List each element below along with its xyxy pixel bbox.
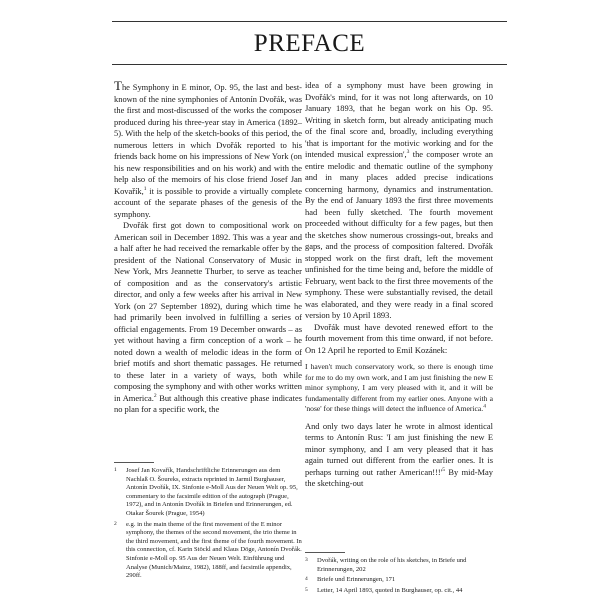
quote-text: I haven't much conservatory work, so there is enough time for me to do my own work, and I am just finishing the new E minor symphony, I am very pleased with it, and it will be fundamentally different from my earlier ones. Anyone with a 'nose' for these things will detect the influence of America. [305,362,493,413]
right-column [305,80,493,490]
paragraph-text: he Symphony in E minor, Op. 95, the last and best-known of the nine symphonies of Antonín Dvořák, was the first and most-discussed of the works the composer produced during his three-year stay in America (1892–5). With the help of the sketch-books of this period, the numerous letters in which Dvořák reported to his friends back home on his impressions of New York (on his new responsibilities and on his work) and with the help also of the memoirs of his close friend Josef Jan Kovařík, [114,82,302,196]
footnote-ref[interactable]: 5 [442,466,446,473]
title-rule [112,64,507,65]
footnote-number: 3 [305,557,308,563]
drop-cap: T [114,78,122,93]
footnote-text: Briefe und Erinnerungen, 171 [317,576,396,584]
footnote [305,557,493,574]
page-title: PREFACE [253,30,366,57]
footnote-separator [305,552,345,553]
footnote-number: 4 [305,576,308,583]
paragraph [305,421,493,490]
paragraph-text: it is possible to provide a virtually complete account of the separate phases of the genesis of the symphony. [114,185,302,219]
paragraph-text: Dvořák first got down to compositional work on American soil in December 1892. This was a year and a half after he had received the remarkable offer by the president of the National Conservatory of Music in New York, Mrs Jeannette Thurber, to serve as teacher of composition and as the conservatory's artistic director, and only a few weeks after his arrival in New York (on 27 September 1892), during which time he had primarily been involved in fulfilling a series of official engagements. From 19 December onwards – as yet without having a firm conception of a work – he noted down a wealth of melodic ideas in the form of brief motifs and short thematic passages. He returned to these later in a variety of ways, both while composing the symphony and with other works written in America. [114,220,302,403]
paragraph-text: But although this creative phase indicates no plan for a specific work, the [114,392,302,414]
footnote-text: Letter, 14 April 1893, quoted in Burghauser, op. cit., 44 [317,586,463,594]
footnote-ref[interactable]: 3 [406,149,410,156]
footnote-text: Josef Jan Kovařík, Handschriftliche Erinnerungen aus dem Nachlaß O. Šoureks, extracts reprinted in Jarmil Burghauser, Antonín Dvořák, IX. Sinfonie e-Moll Aus der Neuen Welt op. 95, commentary to the facsimile edition of the autograph (Prague, 1972), and in Antonín Dvořák in Briefen und Erinnerungen, ed. Otakar Šourek (Prague, 1954) [126,467,298,517]
paragraph-text: By mid-May the sketching-out [305,466,493,488]
left-column [114,80,302,416]
footnote-ref[interactable]: 4 [483,403,486,410]
paragraph: Dvořák must have devoted renewed effort to the fourth movement from this time onward, if not before. On 12 April he reported to Emil Kozánek: [305,321,493,355]
paragraph-text: the composer wrote an entire melodic and thematic outline of the symphony and in many places added precise indications concerning harmony, dynamics and instrumentation. By the end of January 1893 the first three movements had been fully sketched. The fourth movement proceeded without difficulty for a few pages, but then the sketches show numerous crossings-out, breaks and gaps, and the process of composition faltered. Dvořák stopped work on the first draft, left the movement unfinished for the time being and, before the middle of February, went back to the first three movements of the symphony. These were substantially revised, the detail was elaborated, and they were ready in a final scored version by 10 April 1893. [305,149,493,320]
footnote-separator [114,462,154,463]
top-rule [112,21,507,22]
paragraph-text: idea of a symphony must have been growing in Dvořák's mind, for it was not long afterwards, on 10 January 1893, that he began work on his Op. 95. Writing in sketch form, but already anticipating much of the final score and, broadly, including everything 'that is important for the motivic working and for the intended musical expression', [305,80,493,159]
paragraph-text: And only two days later he wrote in almost identical terms to Antonín Rus: 'I am just finishing the new E minor symphony, and I am very pleased that it has again turned out different from the earlier ones. It is perhaps turning out rather American!!!' [305,420,493,477]
block-quote [305,362,493,415]
footnotes-right [305,552,493,597]
footnote-ref[interactable]: 2 [153,392,157,399]
footnote [305,576,493,585]
footnote-text: Dvořák, writing on the role of his sketches, in Briefe und Erinnerungen, 202 [317,557,467,573]
footnote-number: 1 [114,467,117,473]
paragraph [114,80,302,220]
footnote [114,521,302,581]
footnote [114,467,302,519]
footnote-ref[interactable]: 1 [143,185,147,192]
footnote [305,587,493,596]
footnotes-left [114,462,302,583]
footnote-number: 2 [114,520,117,527]
paragraph [114,220,302,416]
paragraph [305,80,493,322]
footnote-text: e.g. in the main theme of the first movement of the E minor symphony, the themes of the second movement, the trio theme in the third movement, and the first theme of the fourth movement. In this connection, cf. Karin Stöckl and Klaus Döge, Antonín Dvořák. Sinfonie e-Moll op. 95 Aus der Neuen Welt. Einführung und Analyse (Munich/Mainz, 1982), 188ff, and facsimile appendix, 290ff. [126,520,302,580]
footnote-number: 5 [305,586,308,593]
